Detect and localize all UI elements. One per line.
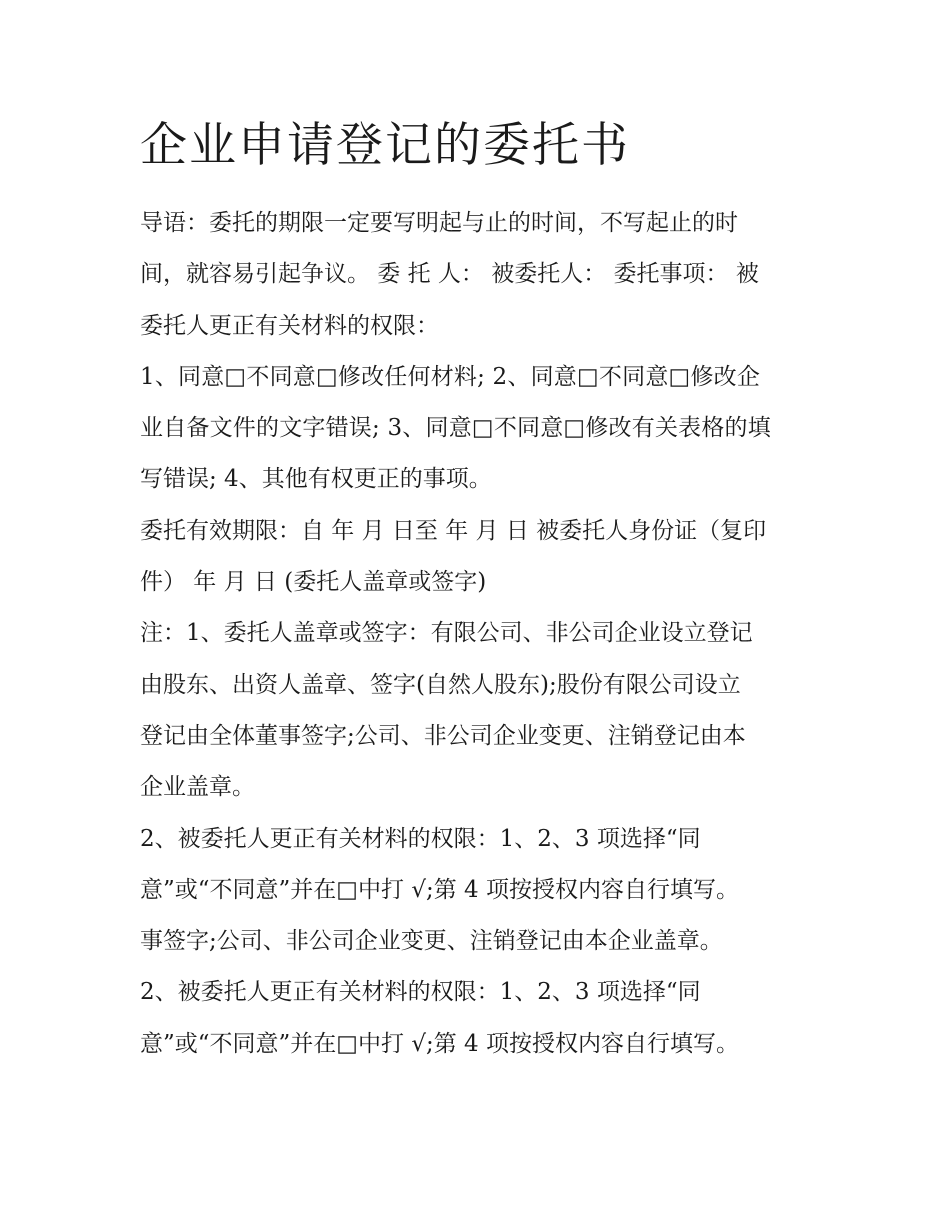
document-title: 企业申请登记的委托书 bbox=[140, 118, 630, 173]
paragraph-line: 业自备文件的文字错误; 3、同意□不同意□修改有关表格的填 bbox=[140, 415, 771, 442]
paragraph-line: 意”或“不同意”并在□中打 √;第 4 项按授权内容自行填写。 bbox=[140, 1030, 739, 1057]
paragraph-line: 注：1、委托人盖章或签字：有限公司、非公司企业设立登记 bbox=[140, 620, 753, 647]
paragraph-line: 写错误; 4、其他有权更正的事项。 bbox=[140, 466, 492, 493]
paragraph-line: 委托人更正有关材料的权限： bbox=[140, 312, 439, 339]
paragraph-line: 1、同意□不同意□修改任何材料; 2、同意□不同意□修改企 bbox=[140, 363, 761, 390]
paragraph-line: 由股东、出资人盖章、签字(自然人股东);股份有限公司设立 bbox=[140, 671, 741, 698]
paragraph-line: 件） 年 月 日 (委托人盖章或签字) bbox=[140, 569, 487, 596]
paragraph-line: 意”或“不同意”并在□中打 √;第 4 项按授权内容自行填写。 bbox=[140, 876, 739, 903]
paragraph-line: 登记由全体董事签字;公司、非公司企业变更、注销登记由本 bbox=[140, 722, 746, 749]
paragraph-line: 事签字;公司、非公司企业变更、注销登记由本企业盖章。 bbox=[140, 928, 723, 955]
paragraph-line: 企业盖章。 bbox=[140, 774, 255, 801]
paragraph-line: 导语：委托的期限一定要写明起与止的时间，不写起止的时 bbox=[140, 210, 738, 236]
paragraph-line: 委托有效期限：自 年 月 日至 年 月 日 被委托人身份证（复印 bbox=[140, 517, 767, 544]
paragraph-line: 2、被委托人更正有关材料的权限：1、2、3 项选择“同 bbox=[140, 825, 701, 852]
document-body bbox=[140, 198, 815, 1070]
paragraph-line: 2、被委托人更正有关材料的权限：1、2、3 项选择“同 bbox=[140, 979, 701, 1006]
paragraph-line: 间，就容易引起争议。 委 托 人： 被委托人： 委托事项： 被 bbox=[140, 261, 759, 288]
